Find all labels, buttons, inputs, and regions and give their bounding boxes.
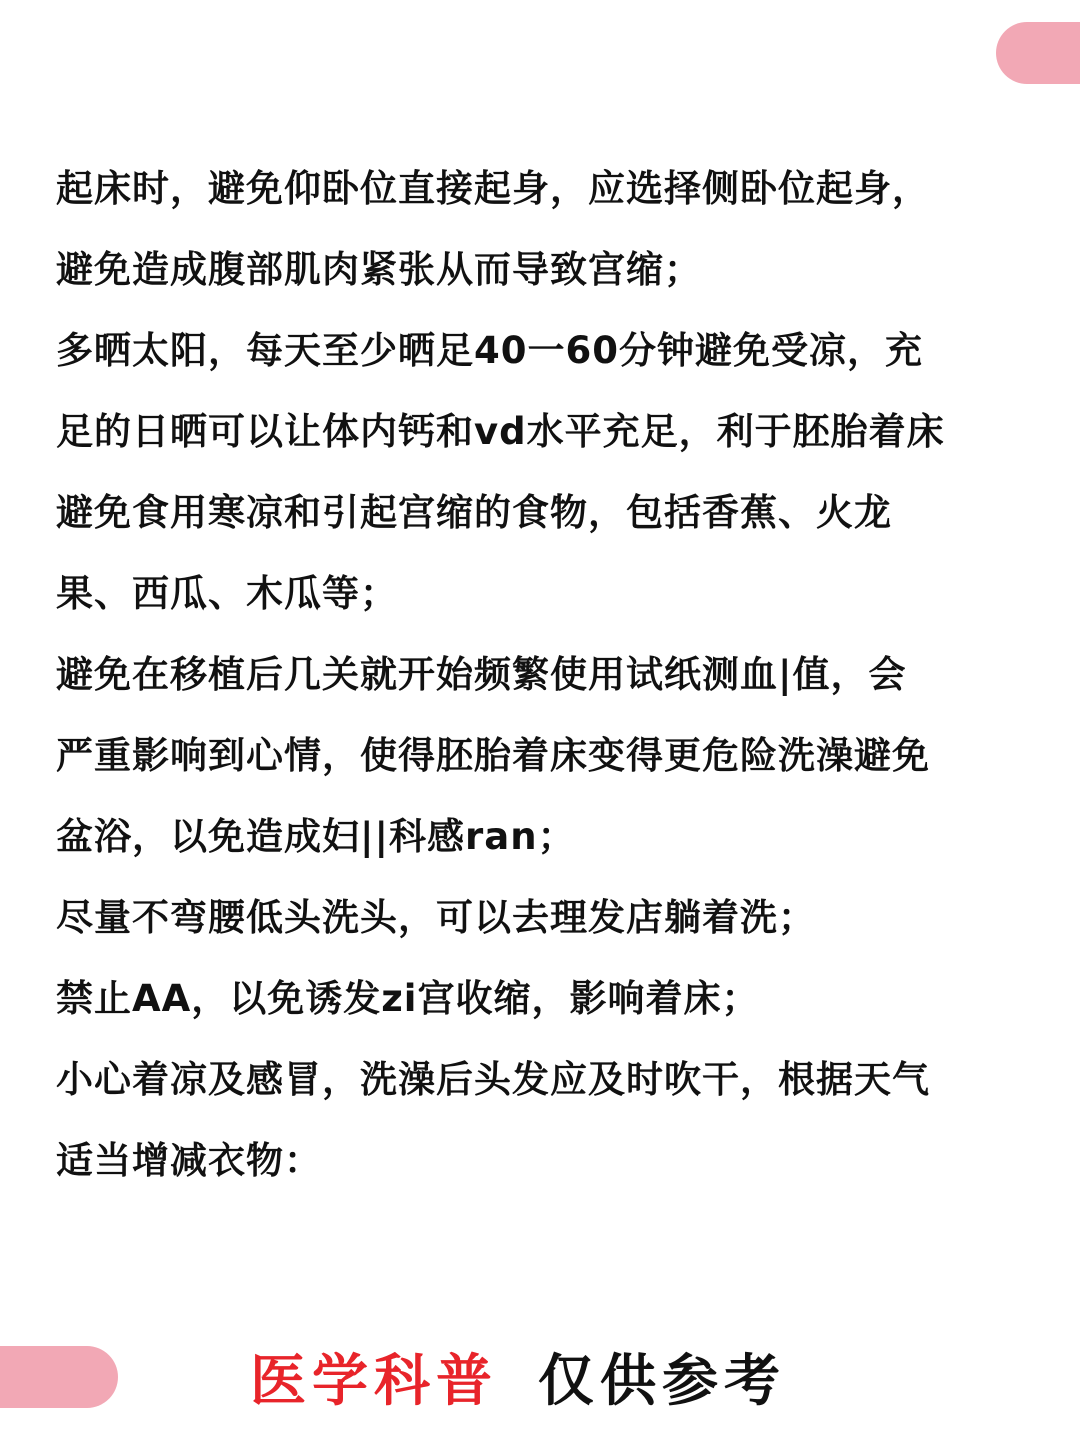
text-line: 小心着凉及感冒，洗澡后头发应及时吹干，根据天气: [56, 1058, 930, 1101]
text-line: 适当增减衣物：: [56, 1139, 322, 1182]
decorative-pill-bottom: [0, 1346, 118, 1408]
footer-medical-science: 医学科普: [250, 1348, 498, 1414]
text-line: 足的日晒可以让体内钙和vd水平充足，利于胚胎着床: [56, 410, 945, 453]
text-line: 避免在移植后几关就开始频繁使用试纸测血|值，会: [56, 653, 907, 696]
text-line: 尽量不弯腰低头洗头，可以去理发店躺着洗；: [56, 896, 816, 939]
text-line: 避免食用寒凉和引起宫缩的食物，包括香蕉、火龙: [56, 491, 892, 534]
footer-reference-only: 仅供参考: [538, 1348, 786, 1414]
text-line: 避免造成腹部肌肉紧张从而导致宫缩；: [56, 248, 702, 291]
text-line: 起床时，避免仰卧位直接起身，应选择侧卧位起身，: [56, 167, 930, 210]
text-line: 果、西瓜、木瓜等；: [56, 572, 398, 615]
decorative-pill-top: [996, 22, 1080, 84]
text-line: 盆浴，以免造成妇||科感ran；: [56, 815, 576, 858]
footer-caption: [250, 1346, 786, 1416]
text-line: 严重影响到心情，使得胚胎着床变得更危险洗澡避免: [56, 734, 930, 777]
text-line: 禁止AA，以免诱发zi宫收缩，影响着床；: [56, 977, 760, 1020]
text-line: 多晒太阳，每天至少晒足40一60分钟避免受凉，充: [56, 329, 923, 372]
article-body: [56, 148, 1046, 1201]
